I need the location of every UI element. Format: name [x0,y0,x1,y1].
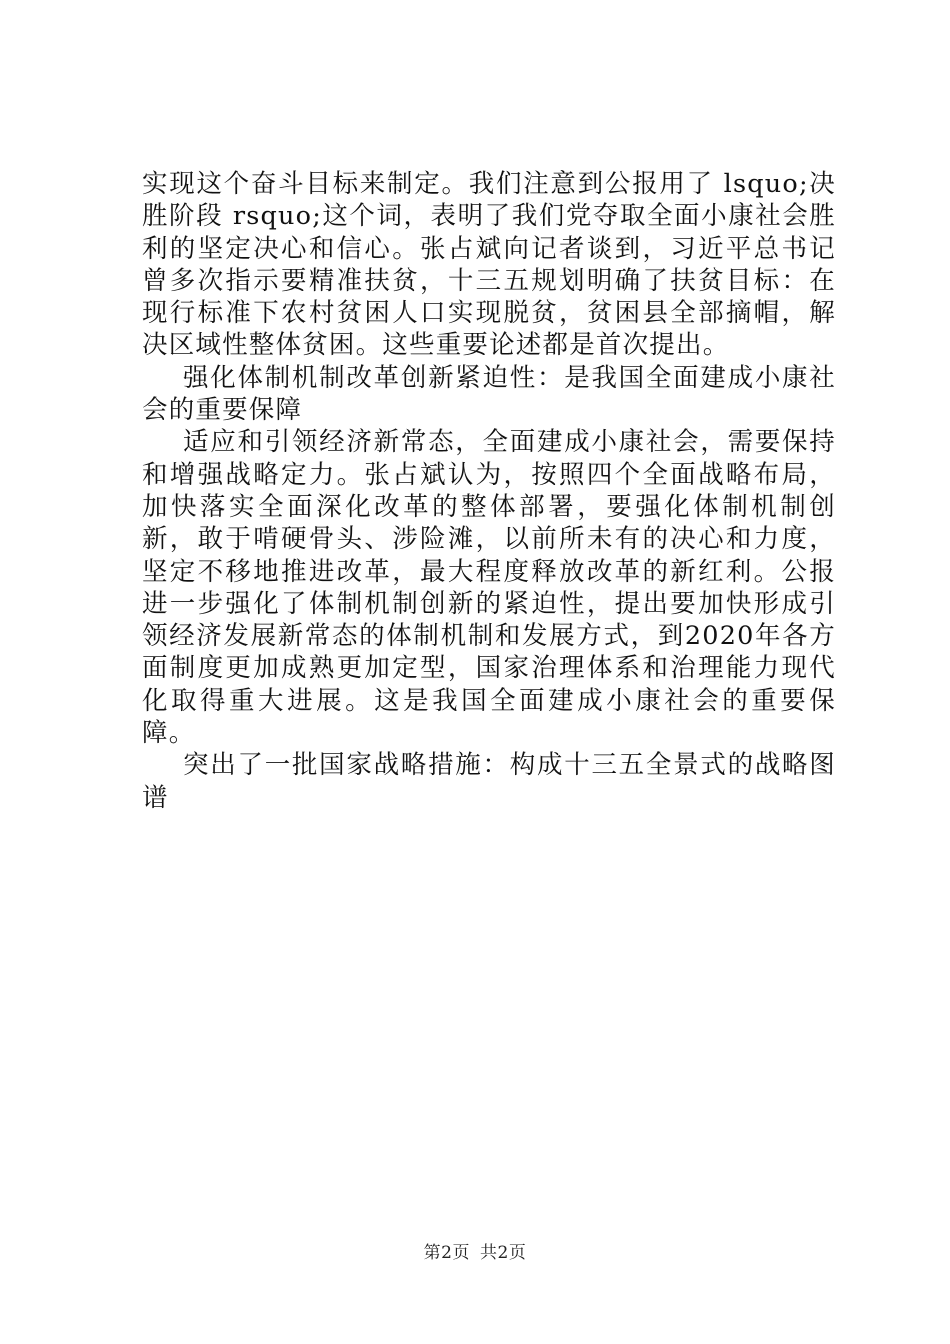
section-heading-reform: 强化体制机制改革创新紧迫性：是我国全面建成小康社会的重要保障 [142,362,836,426]
paragraph-3: 适应和引领经济新常态，全面建成小康社会，需要保持和增强战略定力。张占斌认为，按照四个全面战略布局，加快落实全面深化改革的整体部署，要强化体制机制创新，敢于啃硬骨头、涉险滩，以前所未有的决心和力度，坚定不移地推进改革，最大程度释放改革的新红利。公报进一步强化了体制机制创新的紧迫性，提出要加快形成引领经济发展新常态的体制机制和发展方式，到2020年各方面制度更加成熟更加定型，国家治理体系和治理能力现代化取得重大进展。这是我国全面建成小康社会的重要保障。 [142,427,836,749]
document-body [142,168,836,814]
paragraph-1: 实现这个奋斗目标来制定。我们注意到公报用了 lsquo;决胜阶段 rsquo;这个词，表明了我们党夺取全面小康社会胜利的坚定决心和信心。张占斌向记者谈到，习近平总书记曾多次指示要精准扶贫，十三五规划明确了扶贫目标：在现行标准下农村贫困人口实现脱贫，贫困县全部摘帽，解决区域性整体贫困。这些重要论述都是首次提出。 [142,169,836,361]
page-number: 第2页 [423,1243,470,1263]
section-heading-strategy: 突出了一批国家战略措施：构成十三五全景式的战略图谱 [142,750,836,813]
page-total: 共2页 [480,1243,527,1263]
page-footer [0,1242,950,1264]
